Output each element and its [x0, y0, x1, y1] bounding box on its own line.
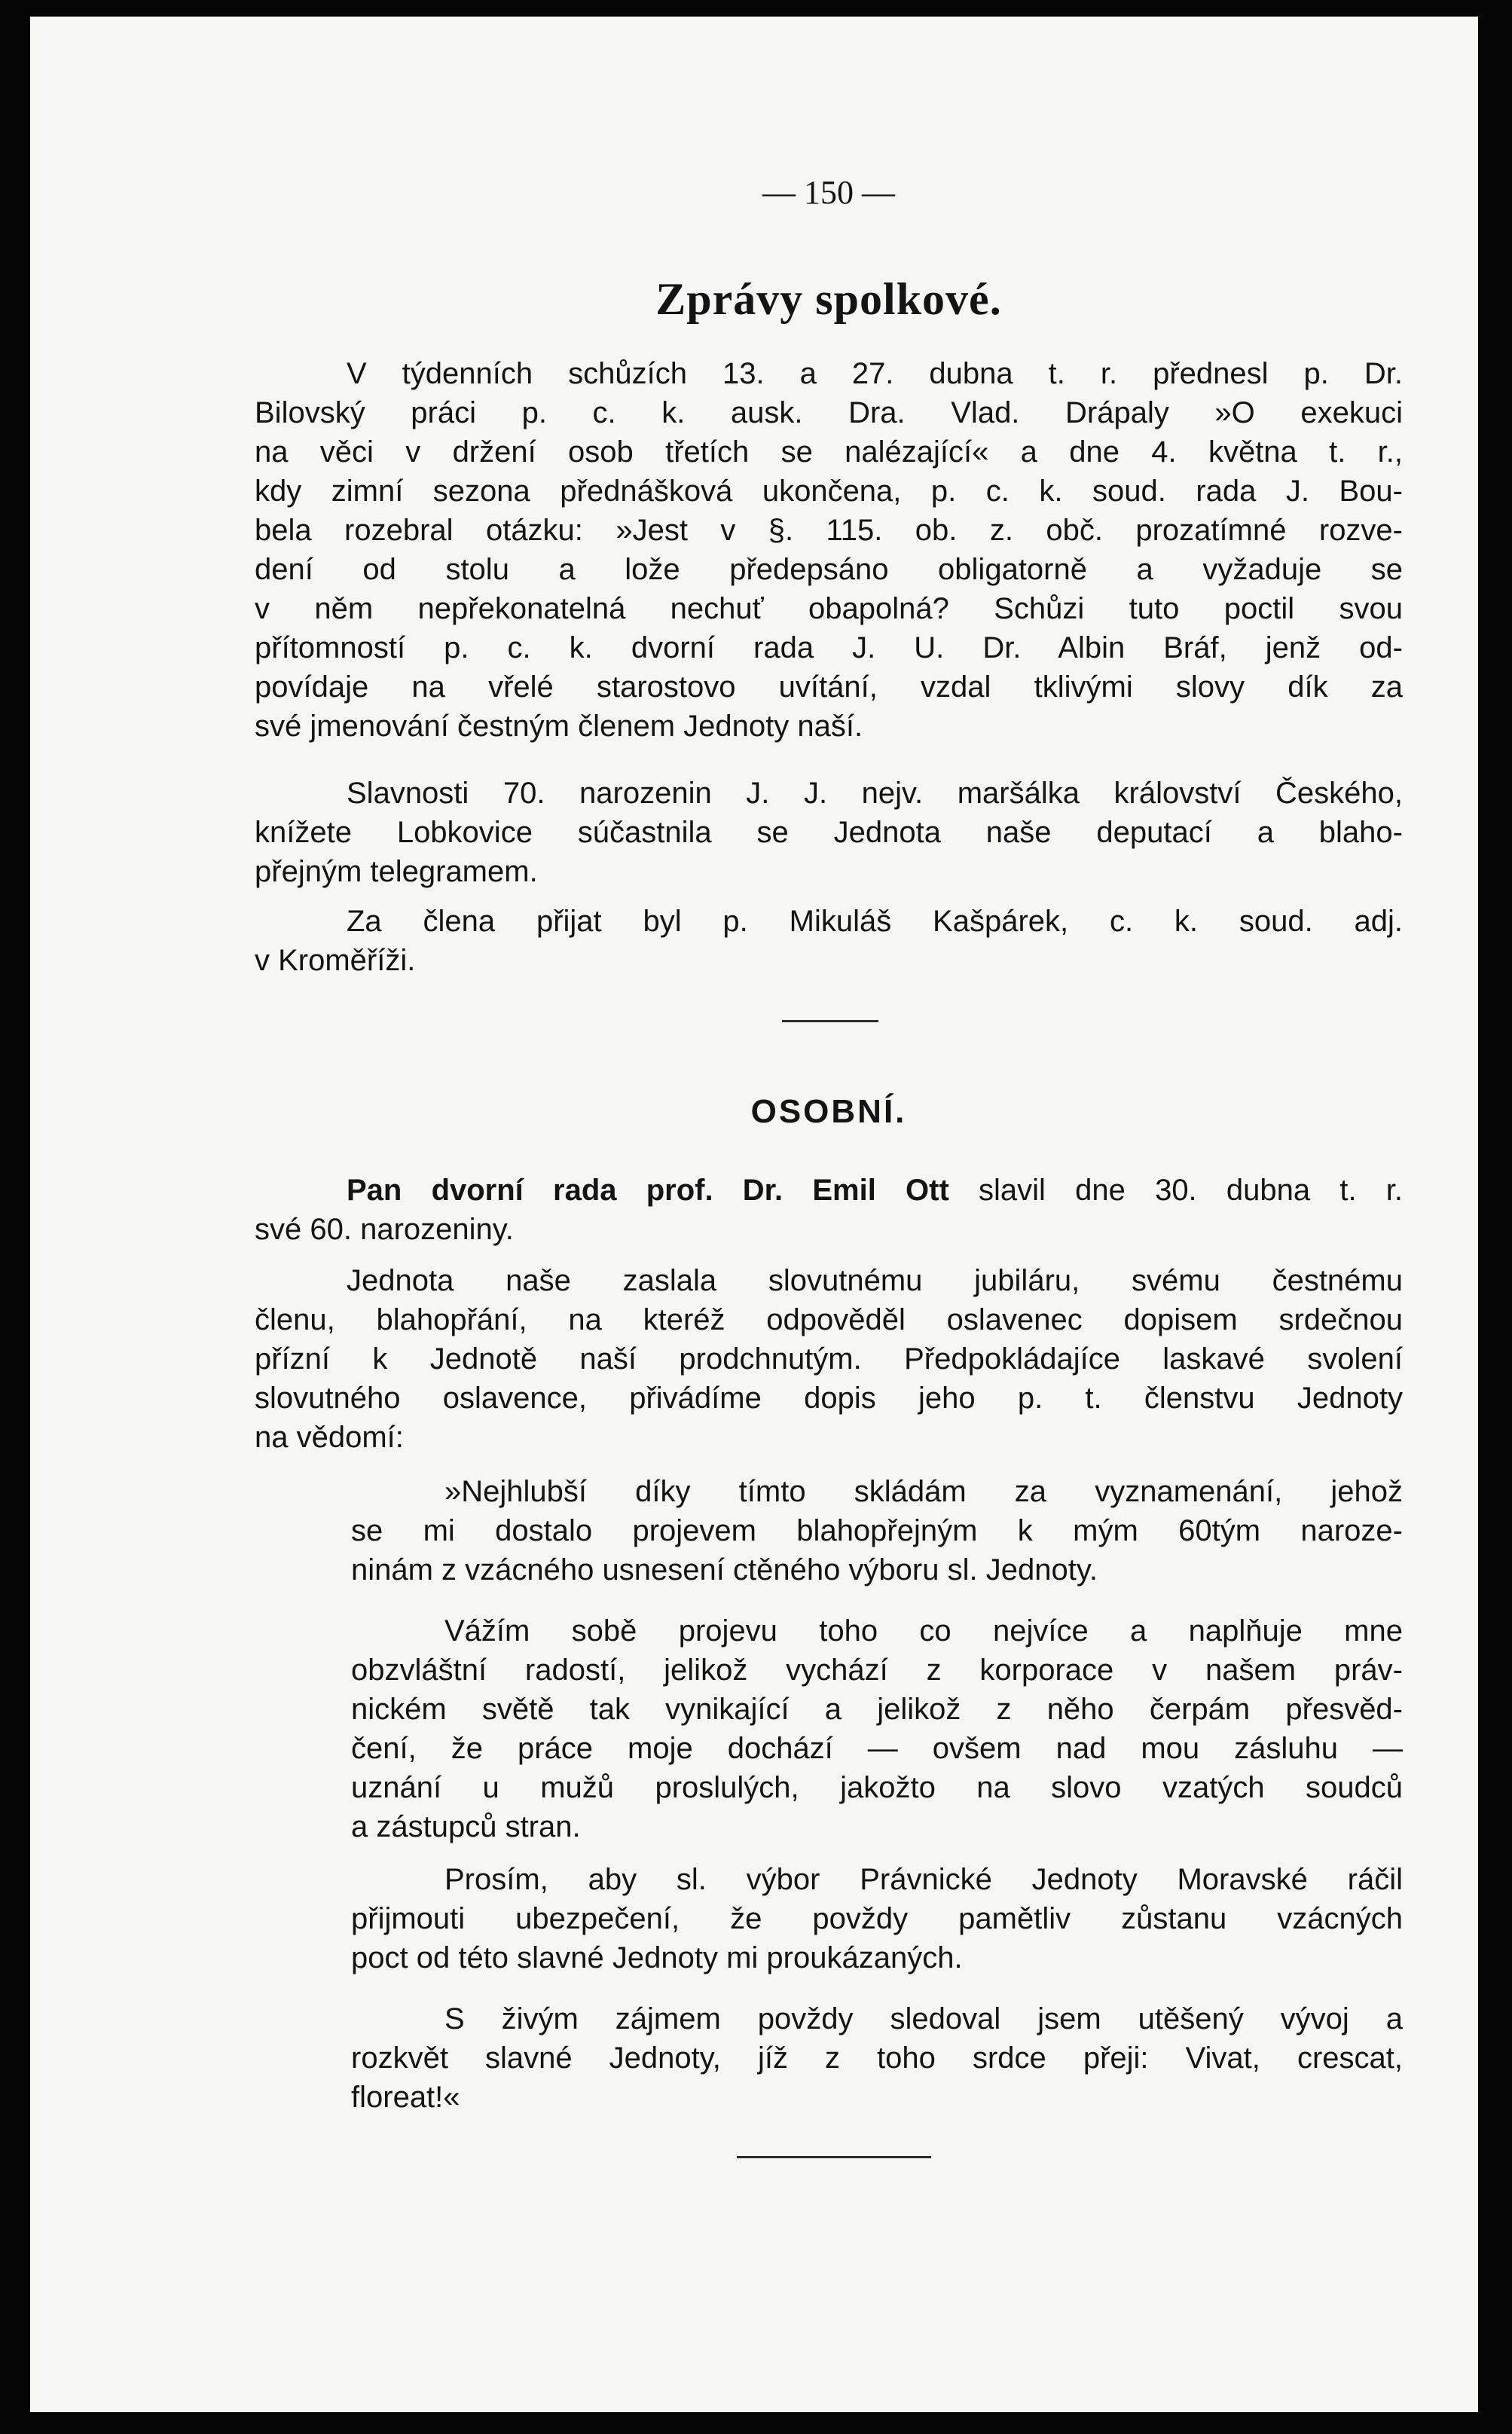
quote-paragraph-4 — [255, 1999, 1403, 2117]
text-line: V týdenních schůzích 13. a 27. dubna t. r. přednesl p. Dr. — [347, 357, 1403, 390]
paragraph-lectures — [255, 354, 1403, 746]
text-line: Vážím sobě projevu toho co nejvíce a naplňuje mne — [444, 1614, 1403, 1648]
text-line: Jednota naše zaslala slovutnému jubiláru, svému čestnému — [347, 1264, 1403, 1297]
text-line: přítomností p. c. k. dvorní rada J. U. Dr. Albin Bráf, jenž od- — [255, 631, 1403, 664]
text-line: v Kroměříži. — [255, 944, 416, 977]
text-line: kdy zimní sezona přednášková ukončena, p. c. k. soud. rada J. Bou- — [255, 475, 1403, 508]
text-line: členu, blahopřání, na kteréž odpověděl oslavenec dopisem srdečnou — [255, 1303, 1403, 1336]
text-line: v něm nepřekonatelná nechuť obapolná? Schůzi tuto poctil svou — [255, 592, 1403, 625]
text-line: uznání u mužů proslulých, jakožto na slovo vzatých soudců — [351, 1771, 1403, 1804]
text-line: povídaje na vřelé starostovo uvítání, vzdal tklivými slovy dík za — [255, 670, 1403, 704]
text-line — [255, 1171, 1403, 1210]
section-title-zpravy-spolkove: Zprávy spolkové. — [655, 274, 1002, 324]
divider-rule-bottom — [737, 2156, 931, 2158]
section-title-osobni: OSOBNÍ. — [750, 1093, 907, 1130]
paragraph-celebration — [255, 774, 1403, 891]
text-line: slovutného oslavence, přivádíme dopis jeho p. t. členstvu Jednoty — [255, 1382, 1403, 1415]
text-fragment: slavil dne 30. dubna t. r. — [948, 1174, 1403, 1207]
text-line: na vědomí: — [255, 1421, 404, 1454]
page-number: — 150 — — [762, 174, 895, 211]
text-line: se mi dostalo projevem blahopřejným k mým 60tým naroze- — [351, 1514, 1403, 1547]
text-line: své 60. narozeniny. — [255, 1213, 514, 1246]
text-line: »Nejhlubší díky tímto skládám za vyznamenání, jehož — [444, 1475, 1403, 1508]
paragraph-new-member — [255, 902, 1403, 980]
text-line: Za člena přijat byl p. Mikuláš Kašpárek, c. k. soud. adj. — [347, 905, 1403, 938]
quote-paragraph-2 — [255, 1611, 1403, 1846]
text-line: přejným telegramem. — [255, 855, 538, 888]
text-line: a zástupců stran. — [351, 1810, 581, 1843]
quote-paragraph-3 — [255, 1860, 1403, 1977]
text-line: přijmouti ubezpečení, že povždy pamětliv zůstanu vzácných — [351, 1902, 1403, 1935]
text-line: Bilovský práci p. c. k. ausk. Dra. Vlad. Drápaly »O exekuci — [255, 396, 1403, 429]
quote-paragraph-1 — [255, 1472, 1403, 1590]
text-line: Slavnosti 70. narozenin J. J. nejv. maršálka království Českého, — [347, 777, 1403, 810]
paragraph-jubilee — [255, 1171, 1403, 1249]
divider-rule — [782, 1020, 878, 1022]
text-line: rozkvět slavné Jednoty, jíž z toho srdce přeji: Vivat, crescat, — [351, 2042, 1403, 2075]
text-line: Prosím, aby sl. výbor Právnické Jednoty Moravské ráčil — [444, 1863, 1403, 1896]
text-line: přízní k Jednotě naší prodchnutým. Předpokládajíce laskavé svolení — [255, 1342, 1403, 1376]
text-line: na věci v držení osob třetích se nalézající« a dne 4. května t. r., — [255, 435, 1403, 469]
text-line: své jmenování čestným členem Jednoty naší. — [255, 710, 863, 743]
text-line: čení, že práce moje dochází — ovšem nad mou zásluhu — — [351, 1732, 1403, 1765]
text-line: obzvláštní radostí, jelikož vychází z korporace v našem práv- — [351, 1654, 1403, 1687]
text-line: ninám z vzácného usnesení ctěného výboru sl. Jednoty. — [351, 1553, 1098, 1587]
text-line: poct od této slavné Jednoty mi proukázaných. — [351, 1941, 963, 1974]
text-line: nickém světě tak vynikající a jelikož z něho čerpám přesvěd- — [351, 1693, 1403, 1726]
text-line: dení od stolu a lože předepsáno obligatorně a vyžaduje se — [255, 553, 1403, 586]
text-line: bela rozebral otázku: »Jest v §. 115. ob. z. obč. prozatímné rozve- — [255, 514, 1403, 547]
scanned-page — [30, 17, 1478, 2412]
honoree-name: Pan dvorní rada prof. Dr. Emil Ott — [347, 1174, 949, 1207]
text-line: floreat!« — [351, 2081, 460, 2114]
text-line: S živým zájmem povždy sledoval jsem utěšený vývoj a — [444, 2002, 1403, 2035]
paragraph-letter-intro — [255, 1261, 1403, 1457]
text-line: knížete Lobkovice súčastnila se Jednota naše deputací a blaho- — [255, 816, 1403, 849]
